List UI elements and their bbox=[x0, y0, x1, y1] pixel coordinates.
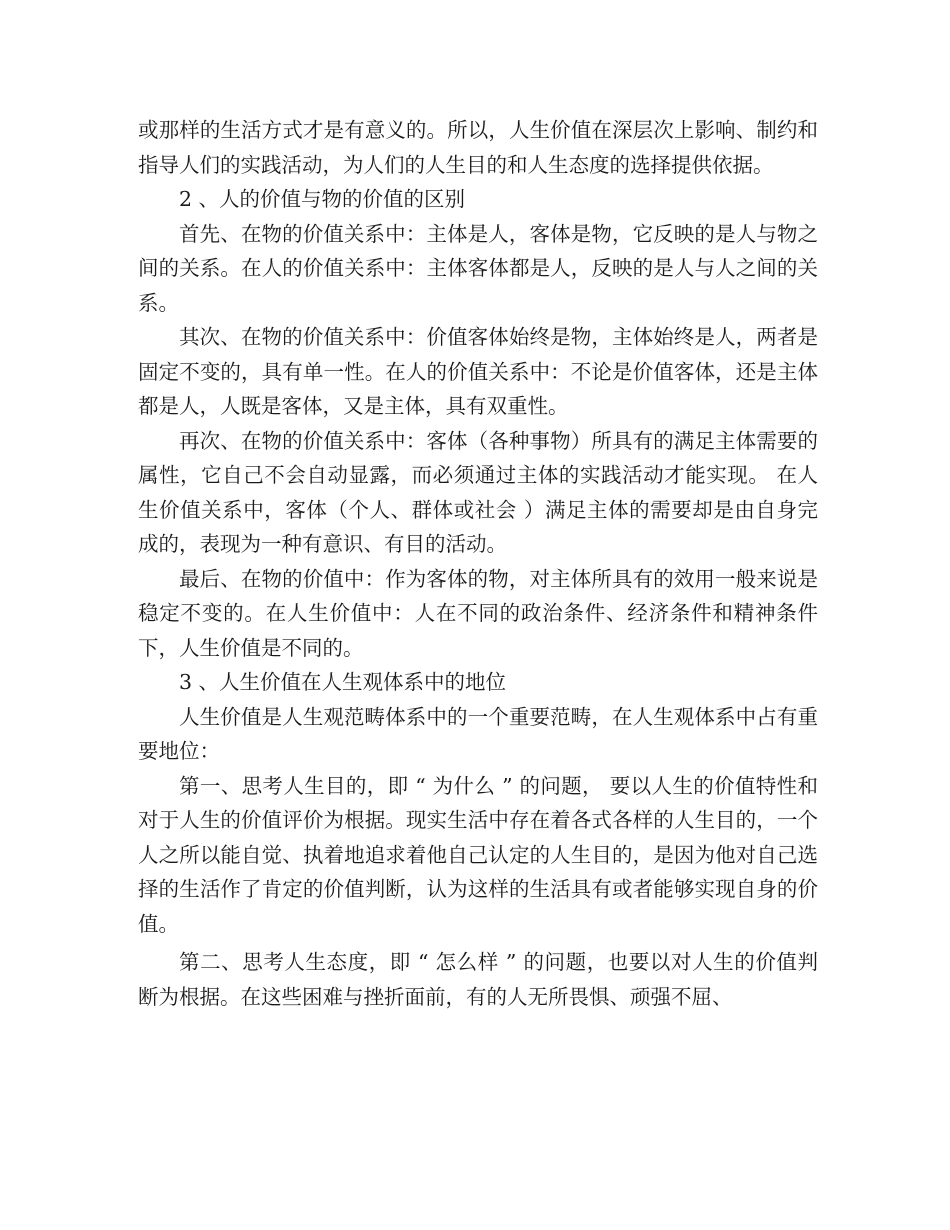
section-heading-2: 2 、人的价值与物的价值的区别 bbox=[179, 187, 466, 211]
paragraph: 首先、在物的价值关系中：主体是人，客体是物，它反映的是人与物之间的关系。在人的价值关系中：主体客体都是人，反映的是人与人之间的关系。 bbox=[138, 221, 818, 315]
paragraph: 人生价值是人生观范畴体系中的一个重要范畴，在人生观体系中占有重要地位： bbox=[138, 704, 818, 763]
paragraph: 再次、在物的价值关系中：客体（各种事物）所具有的满足主体需要的属性，它自己不会自动显露，而必须通过主体的实践活动才能实现。 在人生价值关系中，客体（个人、群体或社会 ）满足主体的需要却是由自身完成的，表现为一种有意识、有目的活动。 bbox=[138, 428, 818, 556]
paragraph: 最后、在物的价值中：作为客体的物，对主体所具有的效用一般来说是稳定不变的。在人生价值中：人在不同的政治条件、经济条件和精神条件下，人生价值是不同的。 bbox=[138, 566, 818, 660]
paragraph: 第一、思考人生目的，即 “ 为什么 ” 的问题， 要以人生的价值特性和对于人生的价值评价为根据。现实生活中存在着各式各样的人生目的，一个人之所以能自觉、执着地追求着他自己认定的人生目的，是因为他对自己选择的生活作了肯定的价值判断，认为这样的生活具有或者能够实现自身的价值。 bbox=[138, 773, 818, 936]
document-page bbox=[138, 113, 818, 1014]
paragraph-continued: 或那样的生活方式才是有意义的。所以，人生价值在深层次上影响、制约和指导人们的实践活动，为人们的人生目的和人生态度的选择提供依据。 bbox=[138, 118, 818, 177]
paragraph: 其次、在物的价值关系中：价值客体始终是物，主体始终是人，两者是固定不变的，具有单一性。在人的价值关系中：不论是价值客体，还是主体都是人，人既是客体，又是主体，具有双重性。 bbox=[138, 325, 818, 418]
section-heading-3: 3 、人生价值在人生观体系中的地位 bbox=[179, 670, 507, 694]
paragraph: 第二、思考人生态度，即 “ 怎么样 ” 的问题，也要以对人生的价值判断为根据。在这些困难与挫折面前，有的人无所畏惧、顽强不屈、 bbox=[138, 950, 818, 1009]
